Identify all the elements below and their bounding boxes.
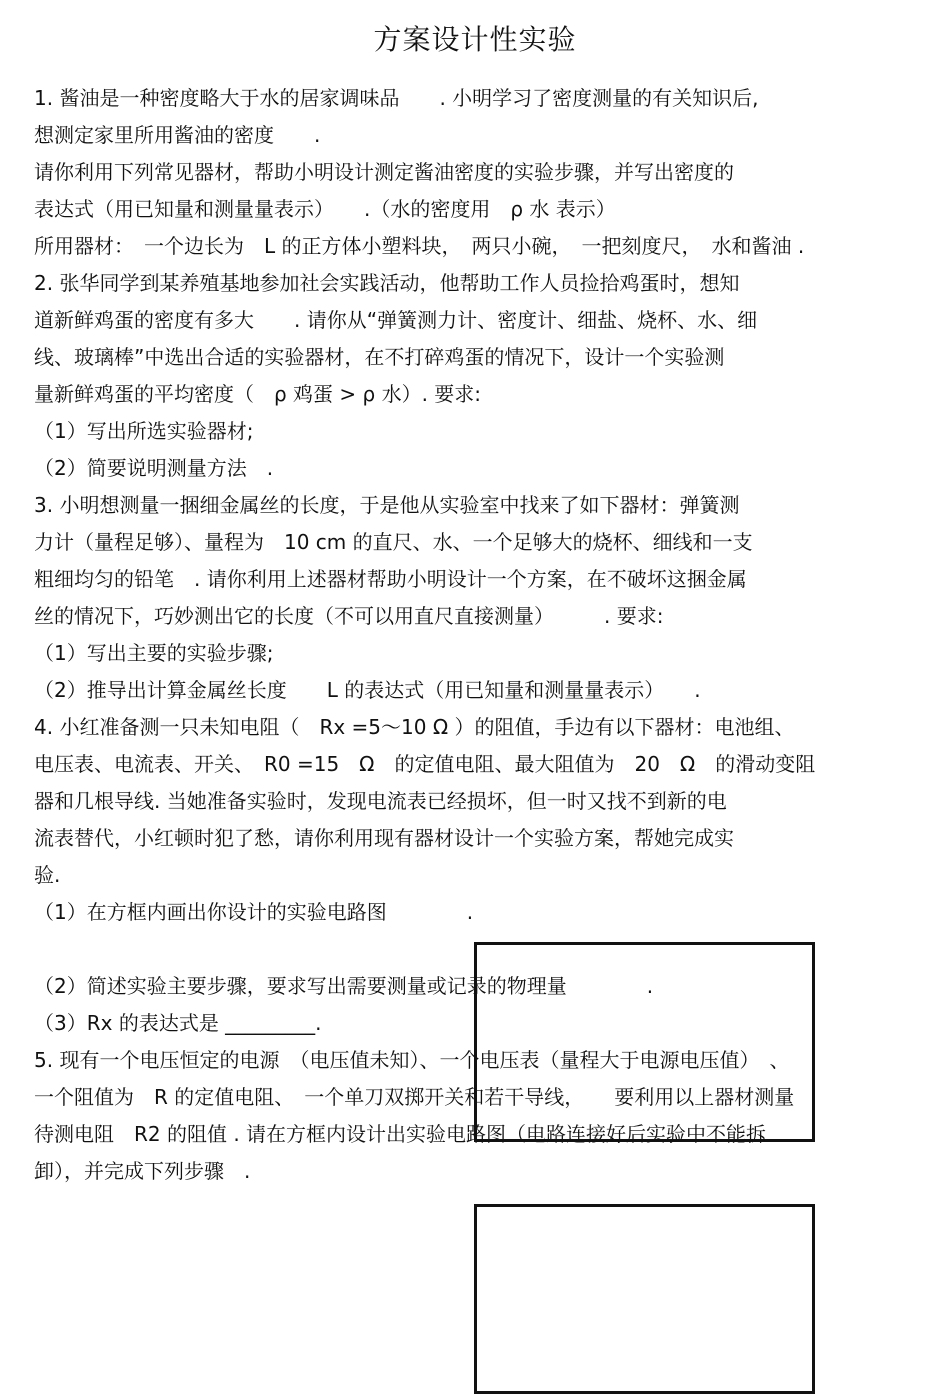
text-line: 5. 现有一个电压恒定的电源 （电压值未知）、一个电压表（量程大于电源电压值） 、 <box>34 1048 790 1072</box>
text-line: 粗细均匀的铅笔 . 请你利用上述器材帮助小明设计一个方案，在不破坏这捆金属 <box>34 567 747 591</box>
circuit-diagram-box <box>474 942 815 1142</box>
text-line: （2）简述实验主要步骤，要求写出需要测量或记录的物理量 . <box>34 974 654 998</box>
text-line: 4. 小红准备测一只未知电阻（ Rx =5～10 Ω ）的阻值，手边有以下器材：电池组、 <box>34 715 795 739</box>
text-line: 流表替代，小红顿时犯了愁，请你利用现有器材设计一个实验方案，帮她完成实 <box>34 826 734 850</box>
text-line: 量新鲜鸡蛋的平均密度（ ρ 鸡蛋 > ρ 水）. 要求: <box>34 382 482 406</box>
text-line: 线、玻璃棒”中选出合适的实验器材，在不打碎鸡蛋的情况下，设计一个实验测 <box>34 345 725 369</box>
text-line: 一个阻值为 R 的定值电阻、 一个单刀双掷开关和若干导线， 要利用以上器材测量 <box>34 1085 795 1109</box>
text-line: （3）Rx 的表达式是 _________. <box>34 1011 322 1035</box>
text-line: 想测定家里所用酱油的密度 . <box>34 123 321 147</box>
text-line: 器和几根导线. 当她准备实验时，发现电流表已经损坏，但一时又找不到新的电 <box>34 789 727 813</box>
text-line: 待测电阻 R2 的阻值 . 请在方框内设计出实验电路图（电路连接好后实验中不能拆 <box>34 1122 767 1146</box>
circuit-diagram-box <box>474 1204 815 1394</box>
text-line: 丝的情况下，巧妙测出它的长度（不可以用直尺直接测量） . 要求: <box>34 604 664 628</box>
text-line: 电压表、电流表、开关、 R0 =15 Ω 的定值电阻、最大阻值为 20 Ω 的滑动变阻 <box>34 752 816 776</box>
text-line: （1）在方框内画出你设计的实验电路图 . <box>34 900 474 924</box>
text-line: 所用器材： 一个边长为 L 的正方体小塑料块， 两只小碗， 一把刻度尺， 水和酱油 . <box>34 234 805 258</box>
text-line: 请你利用下列常见器材，帮助小明设计测定酱油密度的实验步骤，并写出密度的 <box>34 160 734 184</box>
text-line: 2. 张华同学到某养殖基地参加社会实践活动，他帮助工作人员捡拾鸡蛋时，想知 <box>34 271 740 295</box>
text-line: 1. 酱油是一种密度略大于水的居家调味品 . 小明学习了密度测量的有关知识后, <box>34 86 759 110</box>
page-title: 方案设计性实验 <box>373 23 577 56</box>
text-line: 力计（量程足够）、量程为 10 cm 的直尺、水、一个足够大的烧杯、细线和一支 <box>34 530 753 554</box>
text-line: 表达式（用已知量和测量量表示） .（水的密度用 ρ 水 表示） <box>34 197 616 221</box>
text-line: 卸），并完成下列步骤 . <box>34 1159 251 1183</box>
text-line: 道新鲜鸡蛋的密度有多大 . 请你从“弹簧测力计、密度计、细盐、烧杯、水、细 <box>34 308 758 332</box>
text-line: （1）写出所选实验器材; <box>34 419 254 443</box>
text-line: （2）推导出计算金属丝长度 L 的表达式（用已知量和测量量表示） . <box>34 678 701 702</box>
text-line: 3. 小明想测量一捆细金属丝的长度，于是他从实验室中找来了如下器材：弹簧测 <box>34 493 740 517</box>
text-line: 验. <box>34 863 61 887</box>
text-line: （2）简要说明测量方法 . <box>34 456 274 480</box>
text-line: （1）写出主要的实验步骤; <box>34 641 274 665</box>
